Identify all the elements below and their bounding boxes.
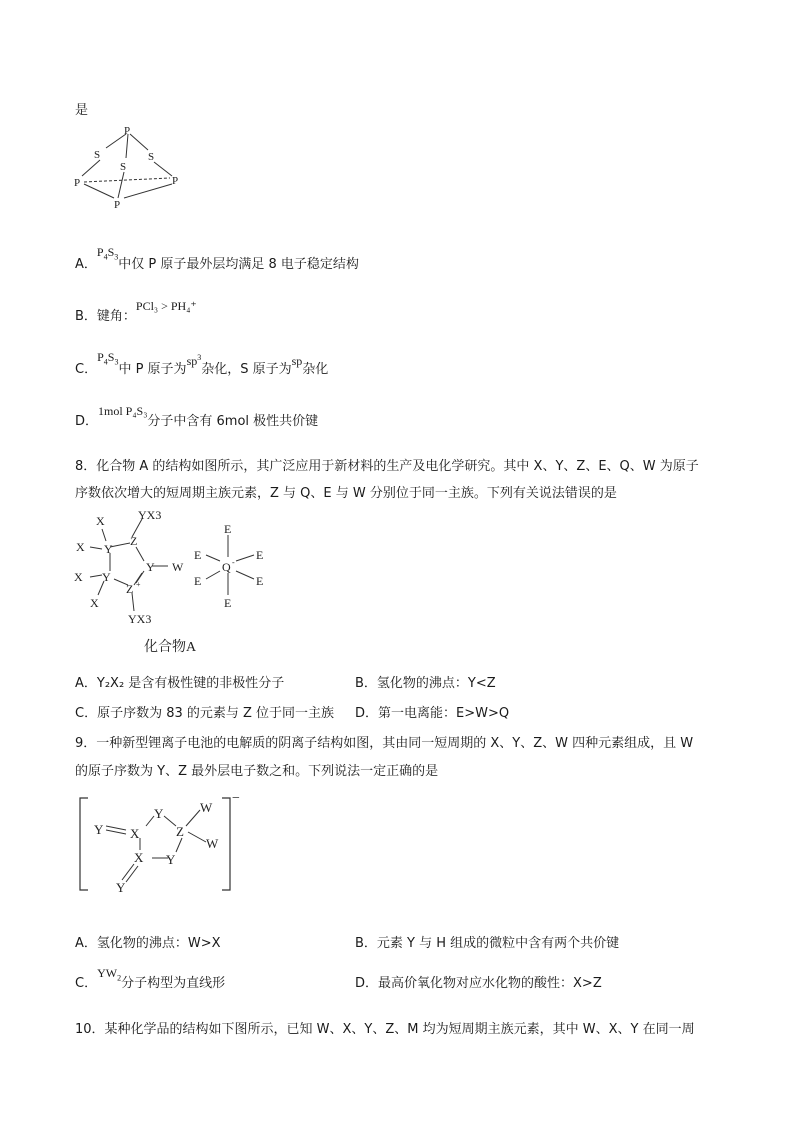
option-text: 氢化物的沸点：W>X bbox=[96, 936, 221, 951]
bond bbox=[136, 547, 144, 561]
atom-label: P bbox=[124, 125, 131, 137]
option-letter: B．键角： bbox=[75, 309, 136, 324]
bond bbox=[90, 547, 102, 549]
atom-label: S bbox=[94, 149, 101, 161]
anion-structure-figure bbox=[70, 790, 250, 900]
formula-part: P bbox=[96, 245, 104, 259]
p4s3-structure-figure bbox=[66, 118, 196, 218]
option-text: 杂化，S 原子为 bbox=[201, 362, 292, 377]
option-letter: C． bbox=[75, 706, 98, 721]
formula-subscript: 3 bbox=[114, 357, 119, 367]
option-letter: C． bbox=[75, 976, 98, 991]
formula-part: S bbox=[107, 350, 115, 364]
bond bbox=[206, 555, 220, 561]
option-text: 氢化物的沸点：Y<Z bbox=[376, 676, 496, 691]
atom-label: E bbox=[224, 596, 232, 610]
bond bbox=[154, 162, 172, 176]
q7-option-d bbox=[75, 404, 319, 429]
q8-stem-line2: 序数依次增大的短周期主族元素，Z 与 Q、E 与 W 分别位于同一主族。下列有关说法错误的是 bbox=[75, 486, 617, 501]
formula-subscript: 4 bbox=[103, 357, 108, 367]
hybridization-sp3 bbox=[187, 354, 202, 368]
option-letter: A． bbox=[75, 257, 97, 272]
atom-label: S bbox=[120, 161, 127, 173]
atom-label: Y bbox=[104, 542, 113, 556]
bond bbox=[124, 184, 172, 198]
option-text: 分子中含有 6mol 极性共价键 bbox=[147, 414, 319, 429]
bond bbox=[90, 575, 102, 577]
option-text: 中仅 P 原子最外层均满足 8 电子稳定结构 bbox=[118, 257, 359, 272]
atom-label: Y bbox=[116, 880, 126, 895]
atom-label: W bbox=[200, 800, 213, 815]
bond bbox=[84, 178, 170, 182]
atom-label: Z bbox=[176, 824, 184, 839]
q9-stem-line2: 的原子序数为 Y、Z 最外层电子数之和。下列说法一定正确的是 bbox=[75, 764, 439, 779]
q8-option-b bbox=[355, 672, 496, 691]
option-letter: A． bbox=[75, 676, 97, 691]
option-letter: D． bbox=[355, 706, 379, 721]
atom-label: Q bbox=[222, 560, 231, 574]
option-letter: D． bbox=[75, 414, 99, 429]
atom-label: W bbox=[206, 836, 219, 851]
bond bbox=[176, 838, 182, 852]
q9-option-b bbox=[355, 932, 619, 951]
atom-label: X bbox=[134, 850, 144, 865]
formula-subscript: 4 bbox=[103, 252, 108, 262]
bond bbox=[186, 810, 200, 826]
formula-subscript: 3 bbox=[114, 252, 119, 262]
q7-option-a bbox=[75, 245, 359, 273]
q8-option-a bbox=[75, 672, 284, 691]
atom-label: E bbox=[256, 548, 264, 562]
bond bbox=[126, 134, 128, 158]
atom-label: Y bbox=[154, 806, 164, 821]
bond bbox=[236, 571, 254, 579]
option-text: Y₂X₂ 是含有极性键的非极性分子 bbox=[96, 676, 285, 691]
formula-part: YW bbox=[97, 966, 118, 980]
bond-angle-formula: PCl₃ > PH₄⁺ bbox=[135, 299, 197, 313]
option-text: 第一电离能：E>W>Q bbox=[378, 706, 510, 721]
atom-label: E bbox=[194, 574, 202, 588]
q7-option-b bbox=[75, 299, 197, 324]
bond bbox=[146, 816, 154, 826]
q8-stem-line1: 8．化合物 A 的结构如图所示，其广泛应用于新材料的生产及电化学研究。其中 X、Y、Z、E、Q、W 为原子 bbox=[75, 459, 699, 474]
hybridization-sp: sp bbox=[291, 354, 303, 368]
formula-subscript: 2 bbox=[117, 973, 122, 983]
atom-label: Y bbox=[166, 852, 176, 867]
bond bbox=[106, 830, 126, 834]
bond bbox=[82, 160, 100, 176]
option-letter: B． bbox=[355, 936, 377, 951]
bond bbox=[130, 134, 148, 150]
figure-caption: 化合物A bbox=[144, 640, 197, 655]
q9-option-d bbox=[355, 972, 602, 991]
atom-label: E bbox=[194, 548, 202, 562]
atom-label: X bbox=[90, 596, 99, 610]
anion-charge: − bbox=[232, 791, 240, 806]
atom-label: Y bbox=[146, 560, 155, 574]
atom-label: Y bbox=[94, 822, 104, 837]
bond bbox=[206, 571, 220, 579]
option-letter: B． bbox=[355, 676, 377, 691]
q9-stem-line1: 9．一种新型锂离子电池的电解质的阴离子结构如图，其由同一短周期的 X、Y、Z、W 四种元素组成，且 W bbox=[75, 736, 694, 751]
left-bracket bbox=[80, 798, 88, 890]
option-text: 中 P 原子为 bbox=[118, 362, 187, 377]
atom-label: X bbox=[76, 540, 85, 554]
atom-label: P bbox=[114, 199, 121, 211]
option-text: 原子序数为 83 的元素与 Z 位于同一主族 bbox=[97, 706, 335, 721]
q9-option-a bbox=[75, 932, 221, 951]
p4s3-formula bbox=[96, 245, 119, 262]
substituent-label: YX3 bbox=[128, 612, 152, 626]
yw2-formula bbox=[97, 966, 122, 983]
option-text: 元素 Y 与 H 组成的微粒中含有两个共价键 bbox=[376, 936, 620, 951]
atom-label: X bbox=[74, 570, 83, 584]
atom-label: X bbox=[130, 826, 140, 841]
option-text: 杂化 bbox=[302, 362, 329, 377]
q7-intro-tail: 是 bbox=[75, 103, 89, 118]
mol-formula: 1mol P₄S₃ bbox=[98, 404, 148, 418]
q8-option-c bbox=[75, 702, 334, 721]
formula-part: S bbox=[107, 245, 115, 259]
bond bbox=[110, 543, 130, 547]
substituent-label: YX3 bbox=[138, 508, 162, 522]
bond bbox=[122, 864, 134, 880]
option-letter: C． bbox=[75, 362, 98, 377]
q8-option-d bbox=[355, 702, 509, 721]
option-text: 最高价氧化物对应水化物的酸性：X>Z bbox=[378, 976, 602, 991]
bond bbox=[126, 866, 138, 882]
p4s3-formula bbox=[97, 350, 119, 367]
q9-option-c bbox=[75, 966, 226, 992]
bond bbox=[118, 172, 124, 198]
atom-label: Z bbox=[130, 534, 138, 548]
formula-part: sp bbox=[186, 354, 198, 368]
compound-a-structure-figure bbox=[70, 503, 280, 655]
atom-label: Z bbox=[126, 582, 134, 596]
formula-superscript: 3 bbox=[197, 353, 202, 362]
bond bbox=[164, 816, 176, 826]
formula-part: P bbox=[97, 350, 104, 364]
atom-label: E bbox=[256, 574, 264, 588]
atom-label: W bbox=[172, 560, 184, 574]
option-letter: D． bbox=[355, 976, 379, 991]
option-text: 分子构型为直线形 bbox=[121, 976, 226, 991]
atom-label: S bbox=[148, 151, 155, 163]
option-letter: A． bbox=[75, 936, 97, 951]
atom-label: P bbox=[74, 177, 81, 189]
bond bbox=[84, 184, 114, 198]
atom-label: X bbox=[96, 514, 105, 528]
right-bracket bbox=[222, 798, 230, 890]
charge-plus: + bbox=[136, 580, 141, 589]
atom-label: P bbox=[172, 175, 179, 187]
bond bbox=[106, 826, 126, 830]
q10-stem-line1: 10．某种化学品的结构如下图所示，已知 W、X、Y、Z、M 均为短周期主族元素，其中 W、X、Y 在同一周 bbox=[75, 1022, 695, 1037]
atom-label: E bbox=[224, 522, 232, 536]
bond bbox=[236, 555, 254, 561]
atom-label: Y bbox=[102, 570, 111, 584]
bond bbox=[102, 529, 106, 541]
q7-option-c bbox=[75, 350, 329, 378]
bond bbox=[188, 832, 206, 842]
bond bbox=[106, 134, 126, 148]
charge-minus: - bbox=[232, 558, 235, 567]
